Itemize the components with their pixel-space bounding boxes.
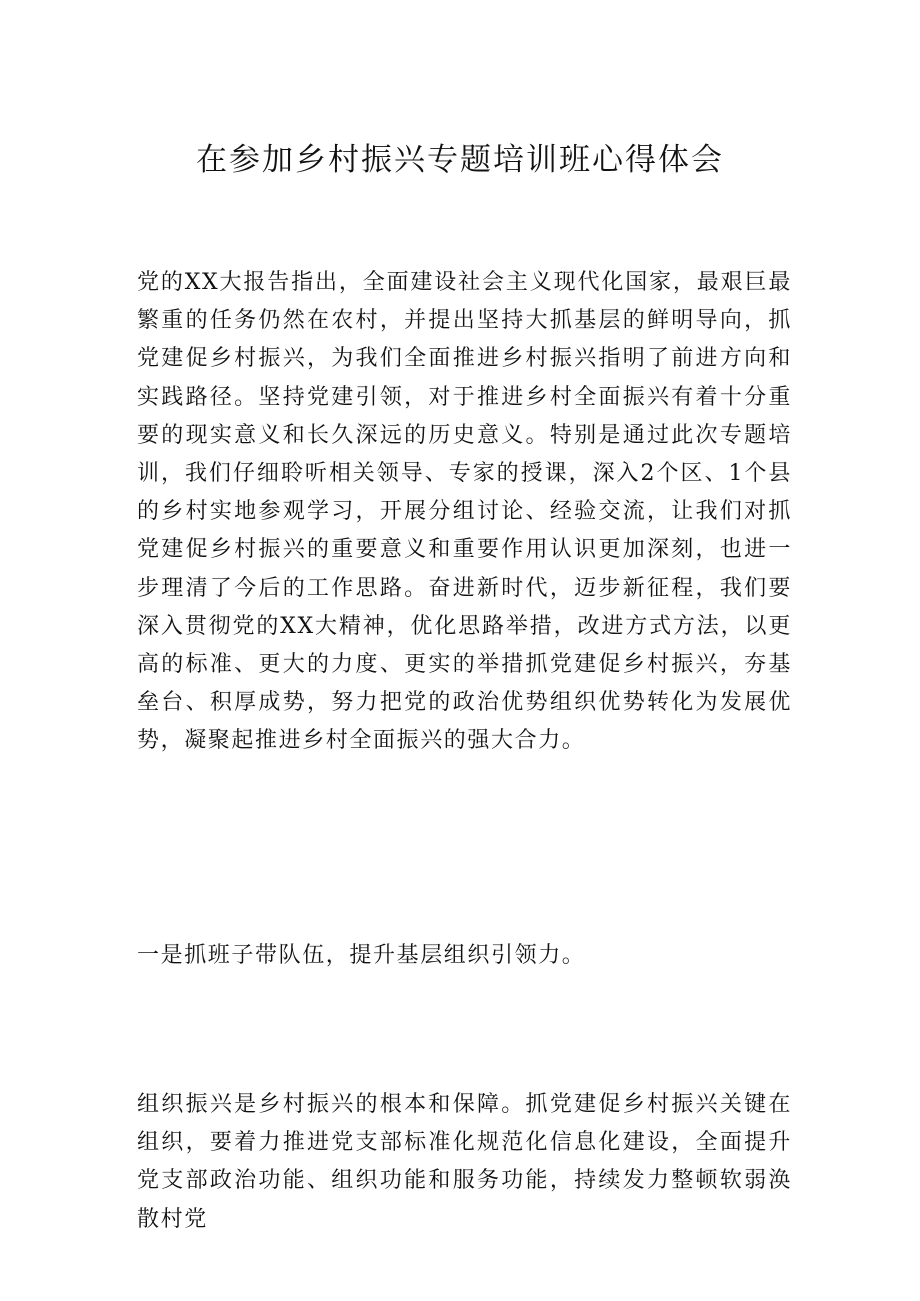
body-paragraph-intro: 党的XX大报告指出，全面建设社会主义现代化国家，最艰巨最繁重的任务仍然在农村，并提出坚持大抓基层的鲜明导向，抓党建促乡村振兴，为我们全面推进乡村振兴指明了前进方向和实践路径。坚持党建引领，对于推进乡村全面振兴有着十分重要的现实意义和长久深远的历史意义。特别是通过此次专题培训，我们仔细聆听相关领导、专家的授课，深入2个区、1个县的乡村实地参观学习，开展分组讨论、经验交流，让我们对抓党建促乡村振兴的重要意义和重要作用认识更加深刻，也进一步理清了今后的工作思路。奋进新时代，迈步新征程，我们要深入贯彻党的XX大精神，优化思路举措，改进方式方法，以更高的标准、更大的力度、更实的举措抓党建促乡村振兴，夯基垒台、积厚成势，努力把党的政治优势组织优势转化为发展优势，凝聚起推进乡村全面振兴的强大合力。 xyxy=(137,270,792,754)
document-title: 在参加乡村振兴专题培训班心得体会 xyxy=(196,142,724,178)
body-paragraph-section-1: 组织振兴是乡村振兴的根本和保障。抓党建促乡村振兴关键在组织，要着力推进党支部标准化规范化信息化建设，全面提升党支部政治功能、组织功能和服务功能，持续发力整顿软弱涣散村党 xyxy=(137,1092,792,1232)
section-heading-1: 一是抓班子带队伍，提升基层组织引领力。 xyxy=(137,943,586,968)
